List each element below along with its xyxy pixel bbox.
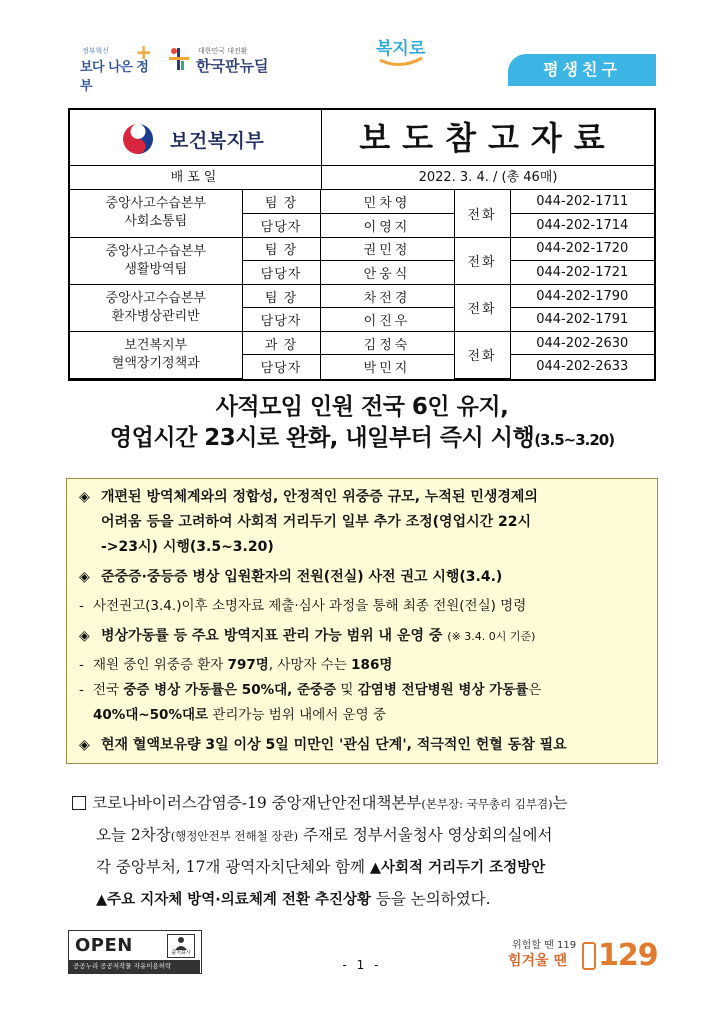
- summary-item-1-cont: 어려움 등을 고려하여 사회적 거리두기 일부 추가 조정(영업시간 22시: [101, 514, 532, 530]
- body-line3-a: 각 중앙부처, 17개 광역자치단체와 함께: [96, 858, 370, 876]
- distribution-label: 배포일: [70, 166, 322, 190]
- ministry-name: 보건복지부: [170, 130, 265, 152]
- gov-logo-small-text: 정부혁신: [82, 47, 110, 55]
- press-info-table: [68, 108, 656, 381]
- diamond-bullet-icon: ◈: [79, 489, 90, 505]
- body-line1-a: 코로나바이러스감염증-19 중앙재난안전대책본부: [92, 794, 422, 812]
- contact-phone: 044-202-2630: [510, 331, 654, 355]
- summary-item-3-sub2: [79, 678, 651, 703]
- summary-item-4-text: 현재 혈액보유량 3일 이상 5일 미만인 '관심 단계', 적극적인 헌혈 동참 필요: [101, 737, 567, 753]
- sub1-text-a: 재원 중인 위중증 환자: [93, 657, 228, 673]
- contact-role: 담당자: [242, 214, 320, 238]
- dash-bullet: -: [79, 682, 84, 698]
- contact-row: [70, 331, 654, 355]
- summary-item-2-sub: [79, 594, 651, 619]
- bokjiro-text: 복지로: [376, 39, 426, 59]
- bokjiro-logo: [372, 34, 432, 70]
- contact-tel-label: 전화: [454, 237, 510, 284]
- sub1-text-c: , 사망자 수는: [268, 657, 352, 673]
- body-line-3: [96, 852, 684, 883]
- contact-role: 담당자: [242, 308, 320, 332]
- contact-dept: [70, 237, 242, 284]
- hotline-logo: [498, 936, 658, 976]
- contact-dept: [70, 284, 242, 331]
- headline-line1: 사적모임 인원 전국 6인 유지,: [215, 394, 509, 420]
- contact-person: 이진우: [320, 308, 454, 332]
- newdeal-text: 한국판뉴딜: [196, 57, 269, 75]
- contact-role: 담당자: [242, 355, 320, 379]
- diamond-bullet-icon: ◈: [79, 628, 90, 644]
- sub2-text-b: 중증 병상 가동률은 50%대, 준중증: [123, 682, 337, 698]
- contact-tel-label: 전화: [454, 190, 510, 237]
- summary-item-3-text: 병상가동률 등 주요 방역지표 관리 가능 범위 내 운영 중: [101, 628, 443, 644]
- contact-person: 김정숙: [320, 331, 454, 355]
- hotline-top-text: 위험할 땐 119: [512, 940, 577, 951]
- hotline-number: 129: [598, 938, 658, 973]
- body-line1-b: (본부장: 국무총리 김부겸): [421, 797, 553, 811]
- gov-innovation-logo: [78, 40, 154, 94]
- body-line4-a: ▲주요 지자체 방역·의료체계 전환 추진상황: [96, 892, 371, 908]
- smile-icon: [372, 34, 432, 70]
- page-number: - 1 -: [342, 958, 382, 972]
- contact-dept-line1: 중앙사고수습본부: [105, 196, 206, 212]
- contact-row: [70, 190, 654, 214]
- contact-phone: 044-202-1721: [510, 261, 654, 285]
- contact-person: 이영지: [320, 214, 454, 238]
- contact-row: [70, 284, 654, 308]
- contact-phone: 044-202-1711: [510, 190, 654, 214]
- contact-row: [70, 237, 654, 261]
- contact-dept-line2: 사회소통팀: [124, 214, 188, 230]
- sub2-text-f: 40%대~50%대로: [93, 707, 209, 723]
- lifelong-friend-banner: 평생친구: [508, 54, 656, 86]
- sub2-text-e: 은: [528, 682, 542, 698]
- body-line2-a: 오늘 2차장: [96, 826, 171, 844]
- contact-phone: 044-202-1714: [510, 214, 654, 238]
- contact-dept-line2: 환자병상관리반: [111, 308, 200, 324]
- contact-tel-label: 전화: [454, 331, 510, 378]
- headline: [62, 392, 662, 456]
- contact-person: 안웅식: [320, 261, 454, 285]
- body-line-2: [96, 820, 684, 851]
- sub2-text-g: 관리가능 범위 내에서 운영 중: [208, 707, 387, 723]
- contact-dept-line2: 혈액장기정책과: [111, 355, 200, 371]
- contact-dept-line1: 보건복지부: [124, 337, 188, 353]
- contact-dept-line1: 중앙사고수습본부: [105, 243, 206, 259]
- checkbox-square-icon: [72, 796, 86, 810]
- attribution-label: 출처표시: [171, 950, 191, 956]
- contact-role: 과 장: [242, 331, 320, 355]
- contact-role: 담당자: [242, 261, 320, 285]
- phone-icon: [582, 942, 596, 970]
- dash-bullet: -: [79, 657, 84, 673]
- newdeal-mark-icon: [168, 46, 190, 72]
- hotline-main-text: 힘겨울 땐: [508, 953, 567, 969]
- deaths-count: 186명: [351, 657, 393, 673]
- plus-icon: +: [135, 40, 152, 64]
- dash-bullet: -: [79, 598, 84, 614]
- title-row: [70, 110, 654, 166]
- contact-phone: 044-202-1791: [510, 308, 654, 332]
- sub2-text-a: 전국: [93, 682, 124, 698]
- taegeuk-icon: [118, 120, 158, 158]
- summary-item-3-sub2-cont: [79, 703, 651, 728]
- summary-item-1-line1: 개편된 방역체계와의 정합성, 안정적인 위중증 규모, 누적된 민생경제의: [101, 489, 538, 505]
- body-line1-c: 는: [552, 794, 568, 812]
- diamond-bullet-icon: ◈: [79, 569, 90, 585]
- diamond-bullet-icon: ◈: [79, 737, 90, 753]
- summary-item-2-sub-text: 사전권고(3.4.)이후 소명자료 제출·심사 과정을 통해 최종 전원(전실) 명령: [93, 598, 527, 614]
- contact-person: 박민지: [320, 355, 454, 379]
- gov-logo-text: 보다 나은 정부: [80, 60, 149, 94]
- summary-item-2: [79, 565, 651, 590]
- summary-item-3-note: (※ 3.4. 0시 기준): [447, 630, 536, 643]
- press-title: 보도참고자료: [359, 119, 617, 157]
- distribution-row: [70, 166, 654, 190]
- contact-phone: 044-202-1790: [510, 284, 654, 308]
- summary-item-3: [79, 624, 651, 649]
- contact-dept-line2: 생활방역팀: [124, 261, 188, 277]
- headline-line2: [62, 423, 662, 456]
- contact-role: 팀 장: [242, 237, 320, 261]
- contact-phone: 044-202-2633: [510, 355, 654, 379]
- sub2-text-d: 감염병 전담병원 병상 가동률: [357, 682, 529, 698]
- contact-dept-line1: 중앙사고수습본부: [105, 290, 206, 306]
- contacts-table: [70, 190, 654, 379]
- body-line-1: [72, 788, 660, 819]
- summary-item-1-cont2: ->23시) 시행(3.5~3.20): [101, 539, 274, 555]
- contact-dept: [70, 331, 242, 378]
- newdeal-small-text: 대한민국 대전환: [198, 47, 248, 55]
- license-text: 공공누리 공공저작물 자유이용허락: [69, 960, 200, 973]
- contact-person: 차전경: [320, 284, 454, 308]
- summary-box: [66, 478, 658, 764]
- ministry-logo: [70, 110, 322, 166]
- distribution-value: 2022. 3. 4. / (총 46매): [418, 170, 558, 185]
- summary-item-2-text: 준중증·중등증 병상 입원환자의 전원(전실) 사전 권고 시행(3.4.): [101, 569, 503, 585]
- critical-patients-count: 797명: [227, 657, 269, 673]
- body-line-4: [96, 884, 684, 915]
- sub2-text-c: 및: [336, 682, 358, 698]
- headline-line2-text: 영업시간 23시로 완화, 내일부터 즉시 시행: [109, 425, 535, 451]
- headline-period: (3.5~3.20): [534, 431, 615, 449]
- body-line2-b: (행정안전부 전해철 장관): [170, 829, 299, 843]
- body-line4-b: 등을 논의하였다.: [370, 890, 491, 908]
- body-line2-c: 주재로 정부서울청사 영상회의실에서: [298, 826, 553, 844]
- contact-dept: [70, 190, 242, 237]
- contact-tel-label: 전화: [454, 284, 510, 331]
- attribution-icon: [167, 934, 195, 958]
- contact-person: 권민정: [320, 237, 454, 261]
- open-license-badge: [68, 930, 202, 974]
- summary-item-3-sub1: [79, 653, 651, 678]
- summary-item-4: [79, 733, 651, 758]
- korean-new-deal-logo: [166, 44, 286, 76]
- open-text: OPEN: [75, 935, 133, 956]
- contact-phone: 044-202-1720: [510, 237, 654, 261]
- contact-person: 민차영: [320, 190, 454, 214]
- body-line3-b: ▲사회적 거리두기 조정방안: [369, 860, 546, 876]
- summary-item-1: [79, 485, 651, 510]
- contact-role: 팀 장: [242, 190, 320, 214]
- contact-role: 팀 장: [242, 284, 320, 308]
